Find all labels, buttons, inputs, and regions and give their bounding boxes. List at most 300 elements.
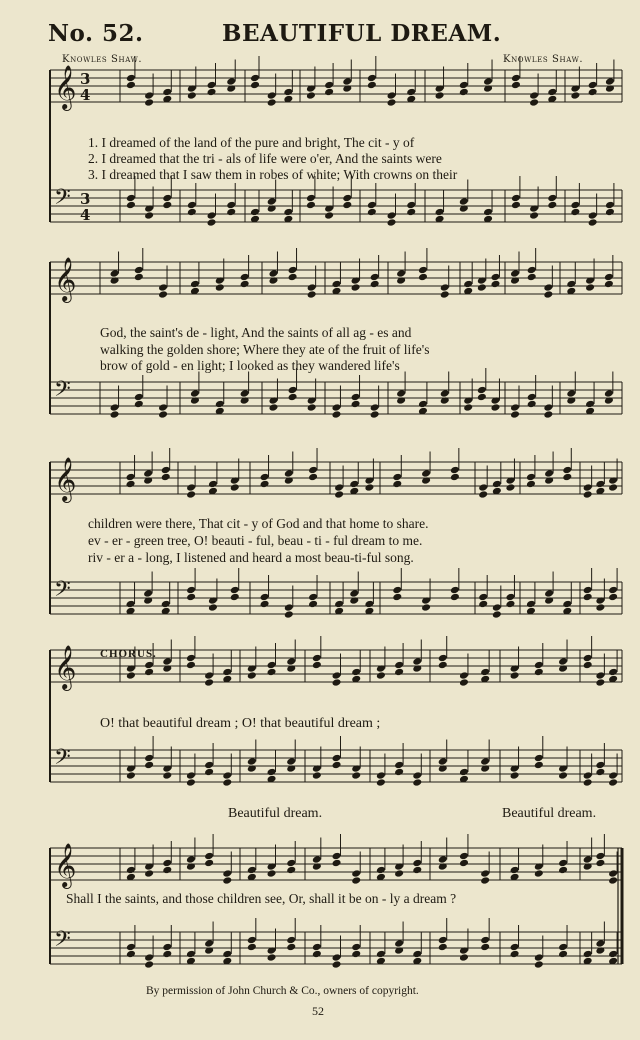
notehead <box>134 400 144 409</box>
notehead <box>562 600 572 609</box>
notehead <box>477 386 487 395</box>
notehead <box>288 393 298 402</box>
notehead <box>585 283 595 292</box>
notehead <box>438 943 448 952</box>
notehead <box>459 197 469 206</box>
notehead <box>583 778 593 787</box>
notehead <box>126 81 136 90</box>
notehead <box>544 469 554 478</box>
notehead <box>334 600 344 609</box>
notehead <box>544 589 554 598</box>
notehead <box>349 589 359 598</box>
notehead <box>144 869 154 878</box>
notehead <box>608 483 618 492</box>
notehead <box>349 480 359 489</box>
notehead <box>332 960 342 969</box>
notehead <box>187 208 197 217</box>
notehead <box>608 950 618 959</box>
notehead <box>585 400 595 409</box>
notehead <box>307 283 317 292</box>
notehead <box>392 473 402 482</box>
notehead <box>588 88 598 97</box>
bass-clef: 𝄢 <box>54 185 71 215</box>
notehead <box>529 211 539 220</box>
notehead <box>306 201 316 210</box>
notehead <box>364 483 374 492</box>
notehead <box>324 211 334 220</box>
notehead <box>527 266 537 275</box>
notehead <box>438 936 448 945</box>
notehead <box>240 389 250 398</box>
notehead <box>595 480 605 489</box>
notehead <box>286 943 296 952</box>
notehead <box>260 473 270 482</box>
notehead <box>204 859 214 868</box>
verse-3-line-a: 3. I dreamed that I saw them in robes of white; With crowns on their <box>88 167 458 182</box>
notehead <box>376 778 386 787</box>
notehead <box>247 943 257 952</box>
notehead <box>186 483 196 492</box>
notehead <box>543 403 553 412</box>
notehead <box>247 671 257 680</box>
bass-clef: 𝄢 <box>54 577 71 607</box>
notehead <box>267 768 277 777</box>
notehead <box>162 943 172 952</box>
notehead <box>334 490 344 499</box>
notehead <box>527 393 537 402</box>
notehead <box>190 280 200 289</box>
notehead <box>406 201 416 210</box>
notehead <box>510 403 520 412</box>
notehead <box>511 201 521 210</box>
notehead <box>186 778 196 787</box>
notehead <box>260 600 270 609</box>
notehead <box>510 410 520 419</box>
notehead <box>158 410 168 419</box>
notehead <box>480 943 490 952</box>
notehead <box>394 768 404 777</box>
notehead <box>558 771 568 780</box>
notehead <box>459 81 469 90</box>
notehead <box>510 943 520 952</box>
notehead <box>527 273 537 282</box>
notehead <box>534 754 544 763</box>
notehead <box>527 400 537 409</box>
notehead <box>247 757 257 766</box>
chorus-final-line: Shall I the saints, and those children see, Or, shall it be on - ly a dream ? <box>66 891 457 906</box>
notehead <box>312 654 322 663</box>
notehead <box>480 936 490 945</box>
notehead <box>286 936 296 945</box>
notehead <box>547 201 557 210</box>
notehead <box>459 852 469 861</box>
notehead <box>547 88 557 97</box>
notehead <box>595 761 605 770</box>
notehead <box>284 469 294 478</box>
notehead <box>351 869 361 878</box>
notehead <box>144 668 154 677</box>
notehead <box>394 661 404 670</box>
notehead <box>312 661 322 670</box>
notehead <box>396 389 406 398</box>
notehead <box>394 761 404 770</box>
notehead <box>226 208 236 217</box>
notehead <box>435 208 445 217</box>
notehead <box>604 280 614 289</box>
notehead <box>267 869 277 878</box>
notehead <box>162 657 172 666</box>
notehead <box>161 600 171 609</box>
notehead <box>588 218 598 227</box>
verse-2-line-b: walking the golden shore; Where they ate of the fruit of life's <box>100 342 430 357</box>
notehead <box>312 771 322 780</box>
notehead <box>608 778 618 787</box>
notehead <box>480 876 490 885</box>
notehead <box>143 469 153 478</box>
notehead <box>367 81 377 90</box>
notehead <box>204 852 214 861</box>
notehead <box>604 389 614 398</box>
notehead <box>583 586 593 595</box>
notehead <box>186 771 196 780</box>
bass-clef: 𝄢 <box>54 377 71 407</box>
notehead <box>207 211 217 220</box>
notehead <box>562 466 572 475</box>
notehead <box>387 218 397 227</box>
notehead <box>412 859 422 868</box>
hymn-number: No. 52. <box>48 20 144 47</box>
notehead <box>588 81 598 90</box>
notehead <box>392 593 402 602</box>
notehead <box>162 950 172 959</box>
notehead <box>308 473 318 482</box>
notehead <box>334 483 344 492</box>
notehead <box>186 654 196 663</box>
notehead <box>342 201 352 210</box>
notehead <box>144 953 154 962</box>
notehead <box>510 771 520 780</box>
notehead <box>134 273 144 282</box>
notehead <box>134 266 144 275</box>
notehead <box>143 589 153 598</box>
notehead <box>126 480 136 489</box>
notehead <box>332 953 342 962</box>
notehead <box>534 869 544 878</box>
notehead <box>534 668 544 677</box>
notehead <box>144 960 154 969</box>
notehead <box>204 678 214 687</box>
notehead <box>608 586 618 595</box>
notehead <box>459 88 469 97</box>
notehead <box>583 661 593 670</box>
notehead <box>162 771 172 780</box>
notehead <box>450 466 460 475</box>
notehead <box>110 269 120 278</box>
bass-clef: 𝄢 <box>54 927 71 957</box>
notehead <box>250 74 260 83</box>
notehead <box>480 668 490 677</box>
notehead <box>492 610 502 619</box>
notehead <box>230 586 240 595</box>
treble-clef: 𝄞 <box>54 645 77 689</box>
time-signature-bottom: 4 <box>80 206 91 224</box>
notehead <box>412 657 422 666</box>
notehead <box>459 678 469 687</box>
notehead <box>438 757 448 766</box>
notehead <box>510 950 520 959</box>
notehead <box>126 194 136 203</box>
notehead <box>450 473 460 482</box>
notehead <box>396 269 406 278</box>
notehead <box>307 403 317 412</box>
notehead <box>459 859 469 868</box>
notehead <box>492 603 502 612</box>
notehead <box>126 771 136 780</box>
notehead <box>158 290 168 299</box>
notehead <box>534 661 544 670</box>
notehead <box>268 403 278 412</box>
notehead <box>392 480 402 489</box>
notehead <box>367 208 377 217</box>
notehead <box>534 761 544 770</box>
notehead <box>332 859 342 868</box>
notehead <box>534 953 544 962</box>
notehead <box>284 603 294 612</box>
notehead <box>608 869 618 878</box>
notehead <box>418 266 428 275</box>
notehead <box>230 483 240 492</box>
notehead <box>162 194 172 203</box>
notehead <box>204 939 214 948</box>
notehead <box>387 91 397 100</box>
notehead <box>207 218 217 227</box>
notehead <box>186 586 196 595</box>
notehead <box>511 81 521 90</box>
notehead <box>478 600 488 609</box>
notehead <box>438 654 448 663</box>
bass-clef: 𝄢 <box>54 745 71 775</box>
notehead <box>543 283 553 292</box>
notehead <box>583 490 593 499</box>
notehead <box>283 208 293 217</box>
notehead <box>463 280 473 289</box>
notehead <box>566 389 576 398</box>
notehead <box>268 269 278 278</box>
bass-echo-2: Beautiful dream. <box>502 806 597 821</box>
notehead <box>126 671 136 680</box>
notehead <box>387 98 397 107</box>
notehead <box>562 473 572 482</box>
notehead <box>331 410 341 419</box>
notehead <box>283 88 293 97</box>
notehead <box>459 671 469 680</box>
notehead <box>490 273 500 282</box>
notehead <box>110 410 120 419</box>
notehead <box>450 593 460 602</box>
notehead <box>478 593 488 602</box>
notehead <box>529 91 539 100</box>
notehead <box>267 661 277 670</box>
notehead <box>418 400 428 409</box>
notehead <box>308 593 318 602</box>
notehead <box>286 757 296 766</box>
notehead <box>387 211 397 220</box>
time-signature-top: 3 <box>80 70 91 88</box>
notehead <box>126 866 136 875</box>
notehead <box>370 273 380 282</box>
notehead <box>376 950 386 959</box>
notehead <box>144 91 154 100</box>
notehead <box>267 91 277 100</box>
notehead <box>605 208 615 217</box>
notehead <box>459 768 469 777</box>
notehead <box>162 866 172 875</box>
treble-clef: 𝄞 <box>54 65 77 109</box>
notehead <box>215 283 225 292</box>
words-credit: Knowles Shaw. <box>62 54 143 65</box>
notehead <box>440 290 450 299</box>
notehead <box>306 91 316 100</box>
notehead <box>583 483 593 492</box>
notehead <box>312 943 322 952</box>
notehead <box>367 201 377 210</box>
notehead <box>406 208 416 217</box>
notehead <box>222 771 232 780</box>
notehead <box>222 950 232 959</box>
notehead <box>406 88 416 97</box>
notehead <box>144 754 154 763</box>
notehead <box>376 866 386 875</box>
notehead <box>376 771 386 780</box>
notehead <box>247 866 257 875</box>
notehead <box>351 876 361 885</box>
notehead <box>570 208 580 217</box>
notehead <box>308 600 318 609</box>
notehead <box>412 778 422 787</box>
notehead <box>186 661 196 670</box>
notehead <box>412 950 422 959</box>
notehead <box>529 98 539 107</box>
notehead <box>267 668 277 677</box>
notehead <box>288 266 298 275</box>
notehead <box>186 855 196 864</box>
notehead <box>222 876 232 885</box>
notehead <box>505 593 515 602</box>
notehead <box>376 671 386 680</box>
notehead <box>604 273 614 282</box>
notehead <box>144 761 154 770</box>
notehead <box>351 283 361 292</box>
notehead <box>286 657 296 666</box>
notehead <box>162 88 172 97</box>
notehead <box>267 197 277 206</box>
page-number: 52 <box>312 1004 324 1018</box>
notehead <box>186 490 196 499</box>
notehead <box>284 610 294 619</box>
notehead <box>605 201 615 210</box>
notehead <box>595 603 605 612</box>
notehead <box>286 866 296 875</box>
notehead <box>351 771 361 780</box>
notehead <box>247 936 257 945</box>
notehead <box>126 950 136 959</box>
notehead <box>490 280 500 289</box>
notehead <box>351 943 361 952</box>
treble-clef: 𝄞 <box>54 257 77 301</box>
notehead <box>394 869 404 878</box>
music-credit: Knowles Shaw. <box>503 54 584 65</box>
notehead <box>308 466 318 475</box>
notehead <box>608 668 618 677</box>
notehead <box>312 950 322 959</box>
notehead <box>570 91 580 100</box>
notehead <box>511 194 521 203</box>
notehead <box>342 194 352 203</box>
notehead <box>162 201 172 210</box>
notehead <box>459 953 469 962</box>
notehead <box>332 671 342 680</box>
notehead <box>583 855 593 864</box>
notehead <box>288 386 298 395</box>
notehead <box>162 859 172 868</box>
notehead <box>186 950 196 959</box>
notehead <box>605 77 615 86</box>
notehead <box>186 593 196 602</box>
notehead <box>331 280 341 289</box>
notehead <box>608 771 618 780</box>
notehead <box>351 668 361 677</box>
notehead <box>511 74 521 83</box>
notehead <box>332 678 342 687</box>
notehead <box>583 593 593 602</box>
notehead <box>526 473 536 482</box>
notehead <box>226 77 236 86</box>
notehead <box>370 280 380 289</box>
notehead <box>477 393 487 402</box>
notehead <box>526 600 536 609</box>
notehead <box>492 480 502 489</box>
notehead <box>306 194 316 203</box>
copyright-notice: By permission of John Church & Co., owners of copyright. <box>146 985 419 997</box>
notehead <box>364 600 374 609</box>
notehead <box>595 678 605 687</box>
notehead <box>547 194 557 203</box>
verse-2-line-c: ev - er - green tree, O! beauti - ful, beau - ti - ful dream to me. <box>88 533 423 548</box>
notehead <box>240 280 250 289</box>
notehead <box>478 490 488 499</box>
notehead <box>208 480 218 489</box>
notehead <box>526 480 536 489</box>
notehead <box>240 273 250 282</box>
notehead <box>394 668 404 677</box>
notehead <box>267 98 277 107</box>
notehead <box>342 77 352 86</box>
notehead <box>543 410 553 419</box>
notehead <box>583 654 593 663</box>
notehead <box>438 661 448 670</box>
notehead <box>110 403 120 412</box>
notehead <box>595 768 605 777</box>
notehead <box>543 290 553 299</box>
notehead <box>490 403 500 412</box>
notehead <box>394 939 404 948</box>
notehead <box>558 657 568 666</box>
notehead <box>190 389 200 398</box>
notehead <box>392 586 402 595</box>
notehead <box>222 869 232 878</box>
notehead <box>230 593 240 602</box>
notehead <box>144 661 154 670</box>
